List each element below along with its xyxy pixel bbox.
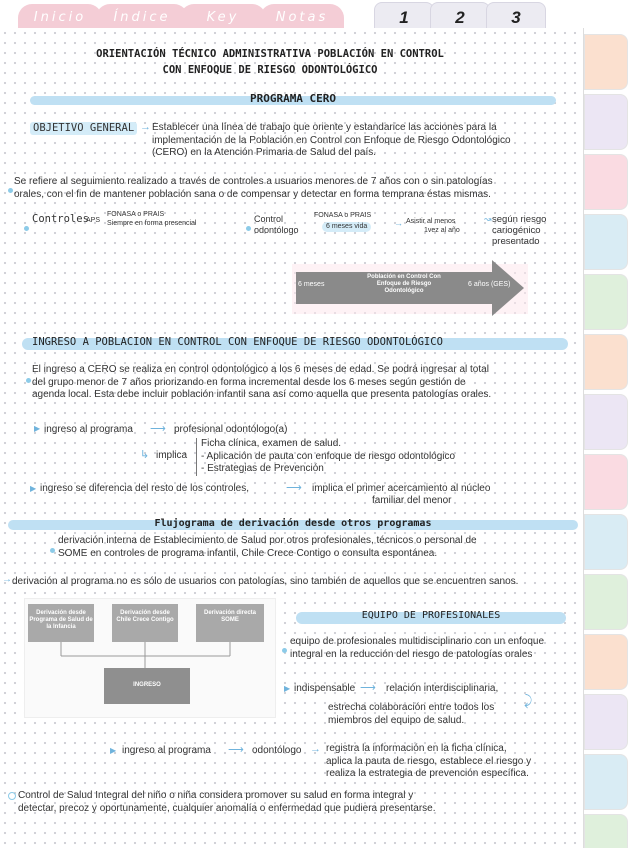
segun-riesgo [492, 214, 546, 247]
section-heading-flujograma: Flujograma de derivación desde otros programas [154, 518, 432, 529]
odontologo-label: odontólogo [252, 745, 302, 756]
arrow-center-line: Odontológico [384, 288, 424, 294]
circle-bullet-icon [8, 792, 16, 800]
implica-label: implica [156, 450, 188, 461]
curved-arrow-icon: ↳ [140, 449, 150, 461]
bullet-icon [246, 218, 251, 236]
arrow-end-label: 6 años (GES) [468, 281, 511, 288]
seis-meses-vida: 6 meses vida [322, 222, 371, 232]
registra-line: registra la información en la ficha clínica, [326, 743, 507, 754]
relacion-label: relación interdisciplinaria, [386, 683, 499, 694]
objetivo-line: (CERO) en la Atención Primaria de Salud del país. [152, 147, 376, 158]
side-tab[interactable] [584, 394, 628, 450]
notebook-page [0, 28, 584, 848]
bullet-icon [24, 218, 29, 236]
objetivo-label: OBJETIVO GENERAL [30, 122, 137, 135]
control-integral-line: detectar, precoz y oportunamente, cualquier anomalía o enfermedad que pudiera presentarse. [18, 802, 436, 814]
flow-box-ingreso: INGRESO [104, 668, 190, 704]
seguimiento-line: orales, con el fin de mantener población sana o de compensar y detectar en forma temprana éstas mismas. [14, 188, 491, 200]
flow-box-infancia: Derivación desde Programa de Salud de la Infancia [28, 604, 94, 642]
bullet-icon [8, 180, 13, 198]
tab-page-3[interactable]: 3 [486, 2, 546, 34]
play-icon: ▶ [34, 424, 41, 433]
page-title [40, 46, 500, 78]
play-icon: ▶ [284, 684, 291, 693]
ingreso-paragraph [32, 364, 572, 402]
objetivo-line: Establecer una línea de trabajo que oriente y estandarice las acciones para la [152, 122, 497, 133]
side-tab[interactable] [584, 274, 628, 330]
section-heading-equipo: EQUIPO DE PROFESIONALES [361, 610, 501, 621]
side-tab[interactable] [584, 514, 628, 570]
fonasa-label: FONASA o PRAIS [107, 211, 165, 218]
side-tab[interactable] [584, 334, 628, 390]
side-tab-strip [584, 30, 636, 848]
arrow-center-line: Población en Control Con [367, 274, 441, 280]
flow-box-some: Derivación directa SOME [196, 604, 264, 642]
ingreso-programa-label: ingreso al programa [44, 424, 133, 435]
estrecha-text [328, 702, 494, 727]
arrow-center-label [352, 274, 456, 295]
arrow-icon: → [310, 743, 321, 755]
title-line-2: CON ENFOQUE DE RIESGO ODONTOLÓGICO [162, 64, 378, 76]
arrow-icon: ⟶ [150, 423, 166, 435]
side-tab[interactable] [584, 34, 628, 90]
controles-label: Controles [32, 213, 89, 225]
asistir-label: Asistir al menos [406, 218, 456, 225]
section-heading-ingreso: INGRESO A POBLACION EN CONTROL CON ENFOQUE DE RIESGO ODONTOLÓGICO [32, 336, 443, 348]
tab-page-1[interactable]: 1 [374, 2, 434, 34]
acercamiento-line-2: familiar del menor [372, 495, 452, 506]
acercamiento-line-1: implica el primer acercamiento al núcleo [312, 483, 491, 494]
arrow-start-label: 6 meses [298, 281, 325, 288]
control-odontologo [254, 214, 299, 236]
estrecha-line: estrecha colaboración entre todos los [328, 702, 495, 713]
arrow-icon: → [2, 574, 12, 585]
control-odontologo-line: odontólogo [254, 225, 299, 235]
seguimiento-text [14, 176, 584, 201]
seguimiento-line: Se refiere al seguimiento realizado a través de controles a usuarios menores de 7 años con o sin patologías [14, 176, 493, 187]
equipo-line: integral en la reducción del riesgo de patologías orales [290, 648, 533, 660]
control-odontologo-line: Control [254, 214, 284, 224]
control-integral-line: Control de Salud Integral del niño o niña considera promover su salud en forma integral y [18, 790, 414, 801]
side-tab[interactable] [584, 214, 628, 270]
curved-arrow-icon: ⤸ [524, 692, 533, 708]
objetivo-line: implementación de la Población en Control con Enfoque de Riesgo Odontológico [152, 134, 511, 146]
arrow-icon: → [140, 121, 151, 133]
diferencia-label: ingreso se diferencia del resto de los controles, [40, 483, 250, 494]
equipo-paragraph [290, 636, 580, 661]
objetivo-text [152, 122, 572, 160]
asistir-label-2: 1vez al año [424, 227, 460, 234]
tab-inicio[interactable]: Inicio [18, 4, 102, 34]
bullet-icon [50, 540, 55, 558]
derivacion-sanos: derivación al programa no es sólo de usuarios con patologías, sino también de aquellos que se encuentren sanos. [12, 576, 519, 587]
arrow-icon: ↝ [484, 214, 492, 224]
aps-label: APS [86, 217, 101, 224]
bullet-icon [26, 370, 31, 388]
ingreso-line: El ingreso a CERO se realiza en control odontológico a los 6 meses de edad. Se podrá ingresar al total [32, 364, 489, 375]
ingreso-programa-label-2: ingreso al programa [122, 745, 211, 756]
implica-item: - Aplicación de pauta con enfoque de riesgo odontológico [201, 450, 456, 462]
fonasa-label-2: FONASA o PRAIS [314, 212, 372, 219]
side-tab[interactable] [584, 814, 628, 848]
implica-item: - Estrategias de Prevención [201, 463, 324, 474]
derivacion-line: SOME en controles de programa infantil, Chile Crece Contigo o consulta espontánea. [58, 547, 438, 559]
equipo-line: equipo de profesionales multidisciplinario con un enfoque [290, 636, 545, 647]
tab-key[interactable]: Key [180, 4, 266, 34]
estrecha-line: miembros del equipo de salud. [328, 714, 465, 726]
arrow-icon: ⟶ [228, 744, 244, 756]
side-tab[interactable] [584, 694, 628, 750]
segun-riesgo-line: cariogénico [492, 225, 541, 236]
implica-item: Ficha clínica, examen de salud. [201, 438, 342, 449]
siempre-label: Siempre en forma presencial [107, 220, 197, 227]
implica-list [196, 438, 455, 476]
registra-line: realiza la estrategia de prevención específica. [326, 768, 529, 779]
side-tab[interactable] [584, 454, 628, 510]
derivacion-paragraph [58, 535, 578, 560]
play-icon: ▶ [30, 484, 37, 493]
tab-notas[interactable]: Notas [260, 4, 344, 34]
segun-riesgo-line: presentado [492, 236, 540, 247]
tab-page-2[interactable]: 2 [430, 2, 490, 34]
side-tab[interactable] [584, 754, 628, 810]
arrow-center-line: Enfoque de Riesgo [376, 281, 432, 287]
profesional-label: profesional odontólogo(a) [174, 424, 288, 435]
arrow-icon: → [394, 218, 403, 228]
section-heading-programa: PROGRAMA CERO [249, 92, 337, 105]
side-tab[interactable] [584, 634, 628, 690]
control-integral-text [18, 790, 578, 815]
play-icon: ▶ [110, 746, 117, 755]
ingreso-line: del grupo menor de 7 años priorizando en forma incremental desde los 6 meses según gestión de [32, 376, 466, 388]
registra-text [326, 743, 582, 781]
ingreso-line: agenda local. Esta debe incluir población infantil sana así como aquella que presenta patologías orales. [32, 389, 492, 400]
segun-riesgo-line: según riesgo [492, 214, 547, 225]
side-tab[interactable] [584, 94, 628, 150]
title-line-1: ORIENTACIÓN TÉCNICO ADMINISTRATIVA POBLACIÓN EN CONTROL [96, 48, 444, 60]
arrow-icon: ⟶ [286, 482, 302, 494]
side-tab[interactable] [584, 574, 628, 630]
tab-indice[interactable]: Índice [96, 4, 188, 34]
side-tab[interactable] [584, 154, 628, 210]
registra-line: aplica la pauta de riesgo, establece el riesgo y [326, 755, 532, 767]
derivacion-line: derivación interna de Establecimiento de Salud por otros profesionales, técnicos o personal de [58, 535, 477, 546]
flow-box-chile-crece: Derivación desde Chile Crece Contigo [112, 604, 178, 642]
indispensable-label: indispensable [294, 683, 356, 694]
arrow-icon: ⟶ [360, 682, 376, 694]
bullet-icon [282, 640, 287, 658]
